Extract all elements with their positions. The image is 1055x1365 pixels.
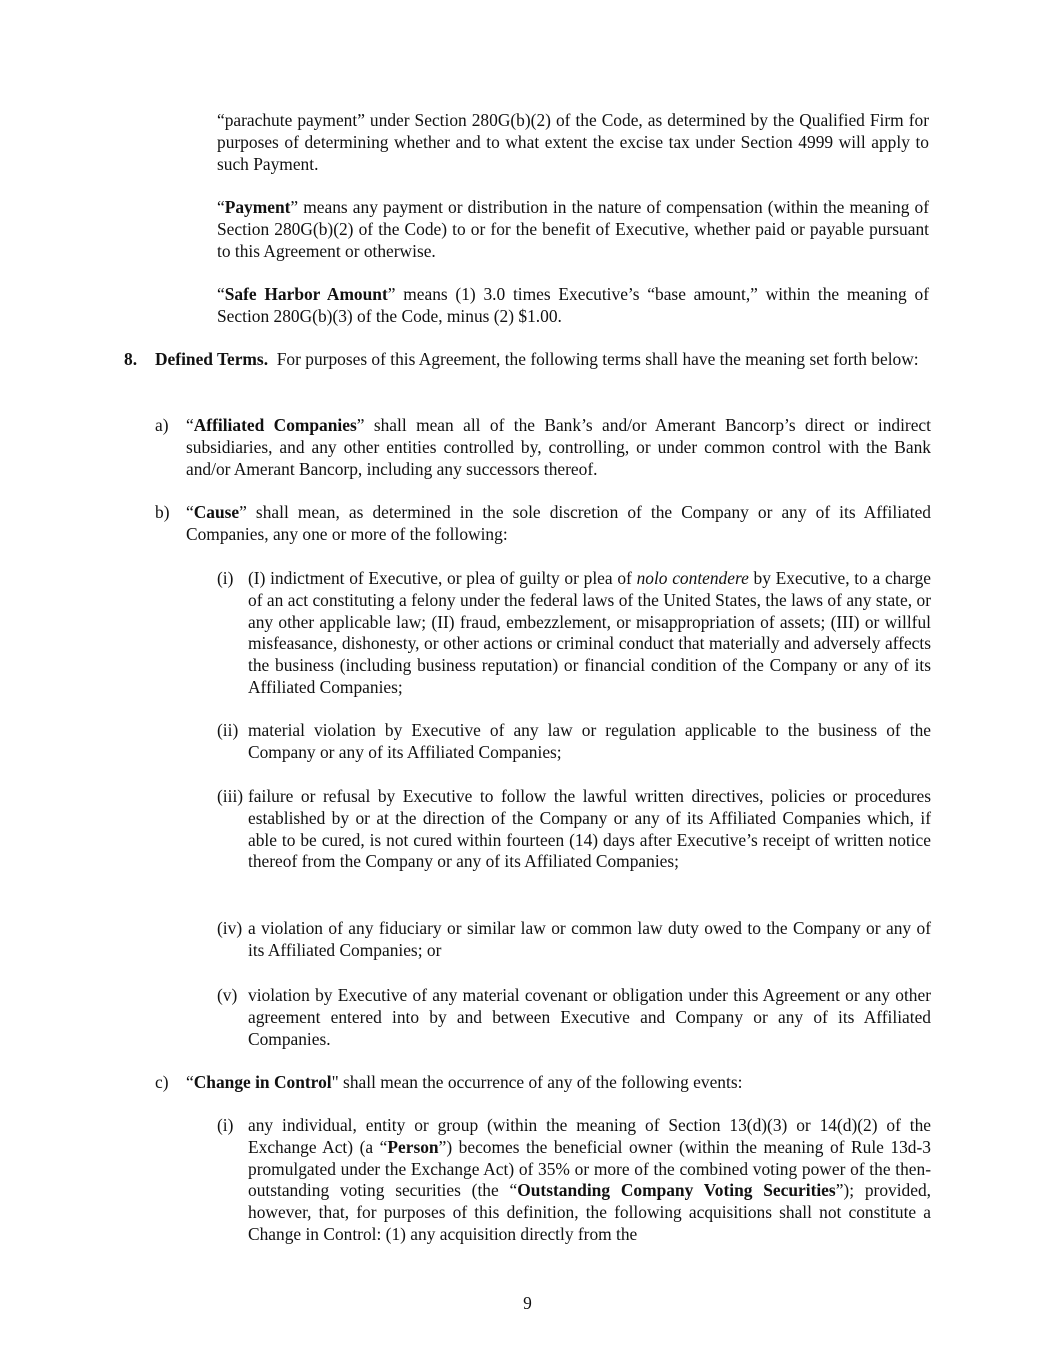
parachute-payment-text: “parachute payment” under Section 280G(b)(2) of the Code, as determined by the Qualified Firm for purposes of determining whether and to what extent the excise tax under Section 4999 will apply to such Payment.	[217, 110, 929, 174]
cause-sub-label: (v)	[217, 985, 238, 1005]
cause-definition	[186, 502, 931, 546]
section-8-heading-paragraph	[155, 349, 931, 371]
affiliated-companies-text: ” shall mean all of the Bank’s and/or Amerant Bancorp’s direct or indirect subsidiaries, and any other entities controlled by, controlling, or under common control with the Bank and/or Amerant Bancorp, including any successors thereof.	[186, 415, 931, 479]
payment-term: Payment	[224, 197, 291, 217]
safe-harbor-definition-text: ” means (1) 3.0 times Executive’s “base amount,” within the meaning of Section 280G(b)(3) of the Code, minus (2) $1.00.	[217, 284, 929, 326]
person-term: Person	[387, 1136, 439, 1157]
quote-open: “	[217, 197, 225, 217]
safe-harbor-definition	[217, 284, 929, 328]
section-heading: Defined Terms.	[155, 349, 269, 369]
cause-sub-ii	[248, 720, 931, 764]
cause-sub-iii-text: failure or refusal by Executive to follow the lawful written directives, policies or procedures established by or at the direction of the Company or any of its Affiliated Companies which, if able to be cured, is not cured within fourteen (14) days after Executive’s receipt of written notice thereof from the Company or any of its Affiliated Companies;	[248, 786, 931, 872]
page-number: 9	[523, 1293, 532, 1313]
change-in-control-sub-label: (i)	[217, 1115, 234, 1135]
cause-sub-label: (i)	[217, 568, 234, 588]
safe-harbor-term: Safe Harbor Amount	[224, 284, 388, 304]
nolo-contendere-term: nolo contendere	[636, 568, 749, 588]
change-in-control-sub-i	[248, 1115, 931, 1246]
cause-sub-iii	[248, 786, 931, 873]
item-c-label: c)	[155, 1072, 169, 1092]
cause-sub-i-text-cont: by Executive, to a charge of an act constituting a felony under the federal laws of the United States, the laws of any state, or any other applicable law; (II) fraud, embezzlement, or misappropriation of assets; (III) or willful misfeasance, dishonesty, or other actions or criminal conduct that materially and adversely affects the business (including business reputation) or financial condition of the Company or any of its Affiliated Companies;	[248, 568, 931, 697]
quote-open: “	[186, 502, 194, 522]
cause-sub-label: (ii)	[217, 720, 239, 740]
cause-sub-iv-text: a violation of any fiduciary or similar law or common law duty owed to the Company or any of its Affiliated Companies; or	[248, 918, 931, 960]
quote-open: “	[217, 284, 225, 304]
cause-sub-ii-text: material violation by Executive of any law or regulation applicable to the business of the Company or any of its Affiliated Companies;	[248, 720, 931, 762]
section-number: 8.	[124, 349, 138, 369]
cause-sub-label: (iii)	[217, 786, 244, 806]
change-in-control-definition	[186, 1072, 931, 1094]
item-a-label: a)	[155, 415, 169, 435]
affiliated-companies-definition	[186, 415, 931, 480]
section-8-text: For purposes of this Agreement, the following terms shall have the meaning set forth below:	[276, 349, 919, 369]
change-in-control-sub-i-text-cont: ”) becomes the beneficial owner (within the meaning of Rule 13d-3 promulgated under the Exchange Act) of 35% or more of the combined voting power of the then-outstanding voting securities (the “	[248, 1136, 931, 1201]
affiliated-companies-term: Affiliated Companies	[193, 415, 357, 435]
change-in-control-sub-i-text-end: ”); provided, however, that, for purposes of this definition, the following acquisitions shall not constitute a Change in Control: (1) any acquisition directly from the	[248, 1180, 931, 1244]
change-in-control-term: Change in Control	[193, 1072, 332, 1092]
cause-sub-v-text: violation by Executive of any material covenant or obligation under this Agreement or any other agreement entered into by and between Executive and Company or any of its Affiliated Companies.	[248, 985, 931, 1049]
item-b-label: b)	[155, 502, 170, 522]
cause-sub-i-text: (I) indictment of Executive, or plea of guilty or plea of	[248, 568, 637, 588]
quote-open: “	[186, 1072, 194, 1092]
payment-definition-text: ” means any payment or distribution in the nature of compensation (within the meaning of Section 280G(b)(2) of the Code) to or for the benefit of Executive, whether paid or payable pursuant to this Agreement or otherwise.	[217, 197, 929, 261]
payment-definition	[217, 197, 929, 262]
cause-text: ” shall mean, as determined in the sole discretion of the Company or any of its Affiliated Companies, any one or more of the following:	[186, 502, 931, 544]
cause-sub-iv	[248, 918, 931, 962]
quote-open: “	[186, 415, 194, 435]
cause-sub-v	[248, 985, 931, 1050]
cause-term: Cause	[193, 502, 240, 522]
parachute-payment-paragraph	[217, 110, 929, 175]
outstanding-voting-securities-term: Outstanding Company Voting Securities	[517, 1180, 836, 1201]
change-in-control-sub-i-text: any individual, entity or group (within the meaning of Section 13(d)(3) or 14(d)(2) of the Exchange Act) (a “	[248, 1115, 931, 1157]
change-in-control-text: " shall mean the occurrence of any of the following events:	[331, 1072, 743, 1092]
cause-sub-label: (iv)	[217, 918, 243, 938]
cause-sub-i	[248, 568, 931, 699]
